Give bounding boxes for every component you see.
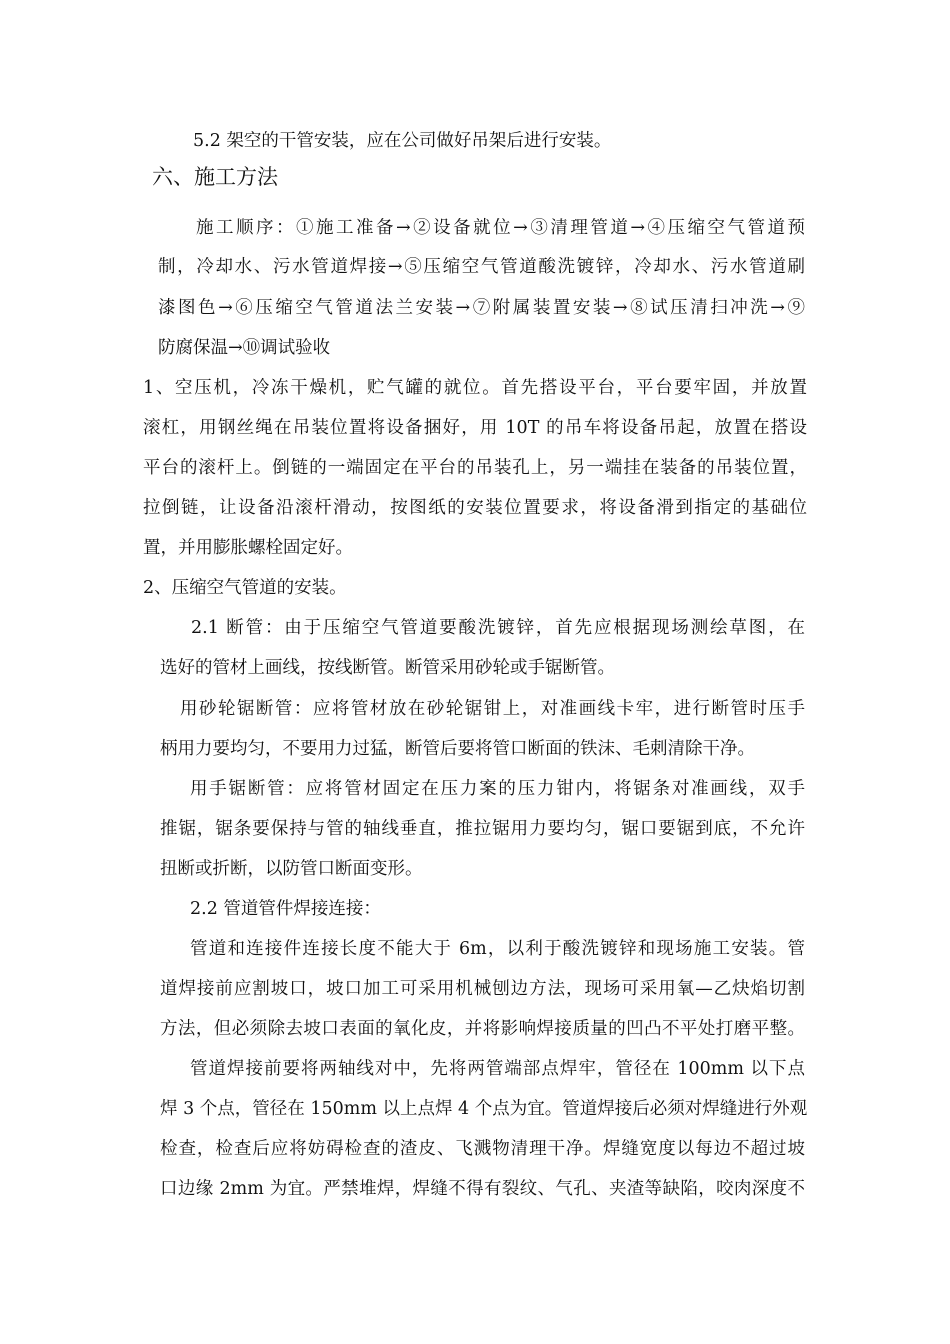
paragraph-line: 用手锯断管：应将管材固定在压力案的压力钳内，将锯条对准画线，双手 bbox=[190, 779, 805, 799]
paragraph-line: 制，冷却水、污水管道焊接→⑤压缩空气管道酸洗镀锌，冷却水、污水管道刷 bbox=[158, 257, 805, 277]
paragraph-line: 2、压缩空气管道的安装。 bbox=[143, 578, 347, 598]
section-5-2-line: 5.2 架空的干管安装，应在公司做好吊架后进行安装。 bbox=[193, 131, 612, 151]
paragraph-line: 置，并用膨胀螺栓固定好。 bbox=[143, 538, 353, 558]
paragraph-line: 管道和连接件连接长度不能大于 6m，以利于酸洗镀锌和现场施工安装。管 bbox=[190, 939, 805, 959]
paragraph-line: 防腐保温→⑩调试验收 bbox=[158, 338, 331, 358]
paragraph-line: 漆图色→⑥压缩空气管道法兰安装→⑦附属装置安装→⑧试压清扫冲洗→⑨ bbox=[158, 298, 805, 318]
paragraph-line: 施工顺序：①施工准备→②设备就位→③清理管道→④压缩空气管道预 bbox=[196, 218, 805, 238]
paragraph-line: 拉倒链，让设备沿滚杆滑动，按图纸的安装位置要求，将设备滑到指定的基础位 bbox=[143, 498, 807, 518]
paragraph-line: 2.1 断管：由于压缩空气管道要酸洗镀锌，首先应根据现场测绘草图，在 bbox=[191, 618, 805, 638]
section-6-heading: 六、施工方法 bbox=[152, 165, 278, 189]
paragraph-line: 1、空压机，冷冻干燥机，贮气罐的就位。首先搭设平台，平台要牢固，并放置 bbox=[143, 378, 807, 398]
paragraph-line: 道焊接前应割坡口，坡口加工可采用机械刨边方法，现场可采用氧—乙炔焰切割 bbox=[160, 979, 805, 999]
paragraph-line: 用砂轮锯断管：应将管材放在砂轮锯钳上，对准画线卡牢，进行断管时压手 bbox=[180, 699, 805, 719]
paragraph-line: 焊 3 个点，管径在 150mm 以上点焊 4 个点为宜。管道焊接后必须对焊缝进行外观 bbox=[160, 1099, 808, 1119]
paragraph-line: 滚杠，用钢丝绳在吊装位置将设备捆好，用 10T 的吊车将设备吊起，放置在搭设 bbox=[143, 418, 807, 438]
paragraph-line: 2.2 管道管件焊接连接： bbox=[190, 899, 381, 919]
paragraph-line: 管道焊接前要将两轴线对中，先将两管端部点焊牢，管径在 100mm 以下点 bbox=[190, 1059, 805, 1079]
paragraph-line: 方法，但必须除去坡口表面的氧化皮，并将影响焊接质量的凹凸不平处打磨平整。 bbox=[160, 1019, 805, 1039]
paragraph-line: 推锯，锯条要保持与管的轴线垂直，推拉锯用力要均匀，锯口要锯到底，不允许 bbox=[160, 819, 805, 839]
paragraph-line: 柄用力要均匀，不要用力过猛，断管后要将管口断面的铁沫、毛刺清除干净。 bbox=[160, 739, 755, 759]
paragraph-line: 扭断或折断，以防管口断面变形。 bbox=[160, 859, 423, 879]
paragraph-line: 口边缘 2mm 为宜。严禁堆焊，焊缝不得有裂纹、气孔、夹渣等缺陷，咬肉深度不 bbox=[160, 1179, 805, 1199]
paragraph-line: 平台的滚杆上。倒链的一端固定在平台的吊装孔上，另一端挂在装备的吊装位置， bbox=[143, 458, 807, 478]
paragraph-line: 选好的管材上画线，按线断管。断管采用砂轮或手锯断管。 bbox=[160, 658, 615, 678]
paragraph-line: 检查，检查后应将妨碍检查的渣皮、飞溅物清理干净。焊缝宽度以每边不超过坡 bbox=[160, 1139, 805, 1159]
